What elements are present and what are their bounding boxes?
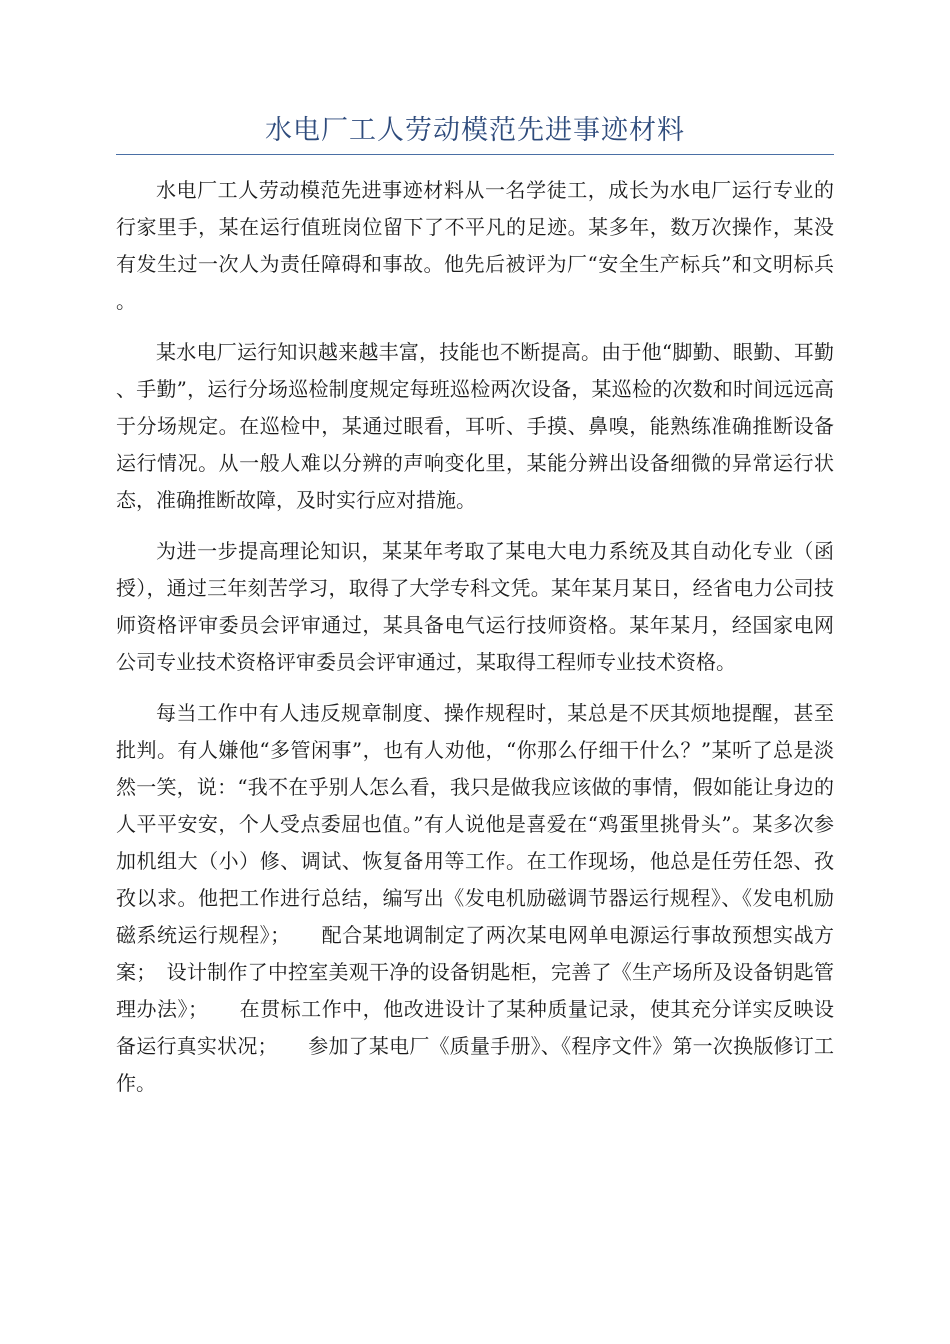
paragraph-4: 每当工作中有人违反规章制度、操作规程时，某总是不厌其烦地提醒，甚至批判。有人嫌他“多管闲事”，也有人劝他，“你那么仔细干什么？”某听了总是淡然一笑，说：“我不在乎别人怎么看，我只是做我应该做的事情，假如能让身边的人平平安安，个人受点委屈也值。”有人说他是喜爱在“鸡蛋里挑骨头”。某多次参加机组大（小）修、调试、恢复备用等工作。在工作现场，他总是任劳任怨、孜孜以求。他把工作进行总结，编写出《发电机励磁调节器运行规程》、《发电机励磁系统运行规程》； 配合某地调制定了两次某电网单电源运行事故预想实战方案； 设计制作了中控室美观干净的设备钥匙柜，完善了《生产场所及设备钥匙管理办法》； 在贯标工作中，他改进设计了某种质量记录，使其充分详实反映设备运行真实状况； 参加了某电厂《质量手册》、《程序文件》第一次换版修订工作。 (116, 701, 834, 1095)
document-title: 水电厂工人劳动模范先进事迹材料 (265, 115, 685, 146)
document-body (116, 172, 834, 1102)
title-underline (116, 154, 834, 155)
paragraph-2: 某水电厂运行知识越来越丰富，技能也不断提高。由于他“脚勤、眼勤、耳勤、手勤”，运行分场巡检制度规定每班巡检两次设备，某巡检的次数和时间远远高于分场规定。在巡检中，某通过眼看，耳听、手摸、鼻嗅，能熟练准确推断设备运行情况。从一般人难以分辨的声响变化里，某能分辨出设备细微的异常运行状态，准确推断故障，及时实行应对措施。 (116, 340, 834, 512)
paragraph-3: 为进一步提高理论知识，某某年考取了某电大电力系统及其自动化专业（函授），通过三年刻苦学习，取得了大学专科文凭。某年某月某日，经省电力公司技师资格评审委员会评审通过，某具备电气运行技师资格。某年某月，经国家电网公司专业技术资格评审委员会评审通过，某取得工程师专业技术资格。 (116, 539, 834, 674)
paragraph-1: 水电厂工人劳动模范先进事迹材料从一名学徒工，成长为水电厂运行专业的行家里手，某在运行值班岗位留下了不平凡的足迹。某多年，数万次操作，某没有发生过一次人为责任障碍和事故。他先后被评为厂“安全生产标兵”和文明标兵。 (116, 178, 834, 313)
